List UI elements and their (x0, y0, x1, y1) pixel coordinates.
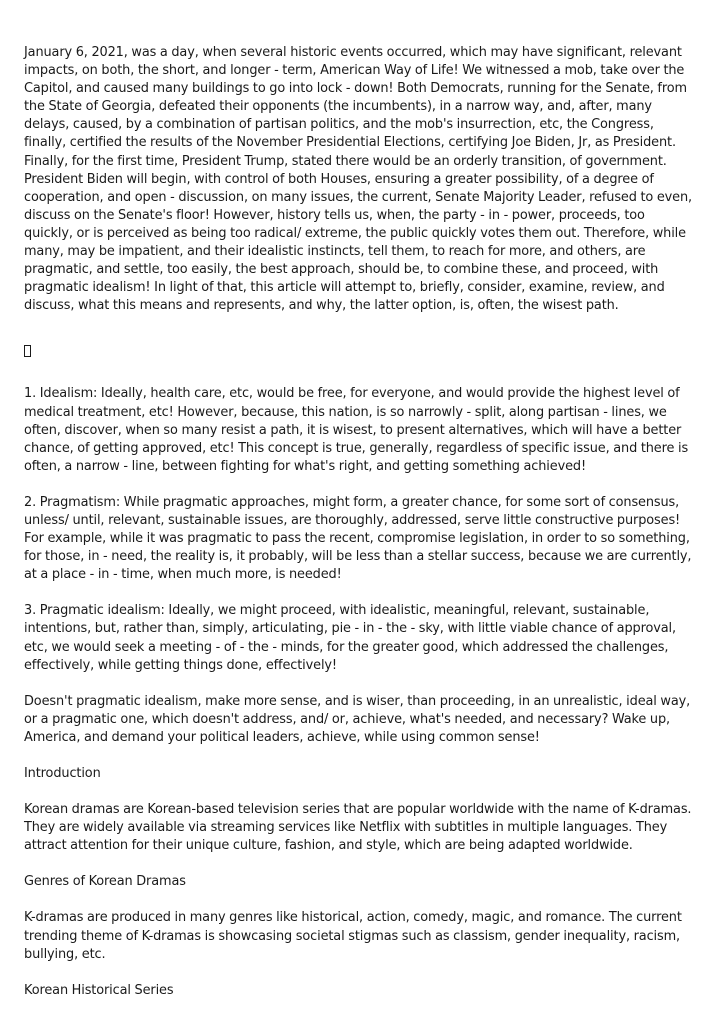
heading-genres: Genres of Korean Dramas (24, 874, 186, 890)
paragraph-intro: January 6, 2021, was a day, when several historic events occurred, which may have significant, relevant impacts, on both, the short, and longer - term, American Way of Life! We witnessed a mob, take over the Capitol, and caused many buildings to go into lock - down! Both Democrats, running for the Senate, from the State of Georgia, defeated their opponents (the incumbents), in a narrow way, and, after, many delays, caused, by a combination of partisan politics, and the mob's insurrection, etc, the Congress, finally, certified the results of the November Presidential Elections, certifying Joe Biden, Jr, as President. Finally, for the first time, President Trump, stated there would be an orderly transition, of government. President Biden will begin, with control of both Houses, ensuring a greater possibility, of a degree of cooperation, and open - discussion, on many issues, the current, Senate Majority Leader, refused to even, discuss on the Senate's floor! However, history tells us, when, the party - in - power, proceeds, too quickly, or is perceived as being too radical/ extreme, the public quickly votes them out. Therefore, while many, may be impatient, and their idealistic instincts, tell them, to reach for more, and others, are pragmatic, and settle, too easily, the best approach, should be, to combine these, and proceed, with pragmatic idealism! In light of that, this article will attempt to, briefly, consider, examine, review, and discuss, what this means and represents, and why, the latter option, is, often, the wisest path. (24, 45, 692, 314)
paragraph-pragmatic-idealism: 3. Pragmatic idealism: Ideally, we might proceed, with idealistic, meaningful, relevant, sustainable, intentions, but, rather than, simply, articulating, pie - in - the - sky, with little viable chance of approval, etc, we would seek a meeting - of - the - minds, for the greater good, which addressed the challenges, effectively, while getting things done, effectively! (24, 603, 676, 673)
paragraph-pragmatism: 2. Pragmatism: While pragmatic approaches, might form, a greater chance, for some sort of consensus, unless/ until, relevant, sustainable issues, are thoroughly, addressed, serve little constructive purposes! For example, while it was pragmatic to pass the recent, compromise legislation, in order to so something, for those, in - need, the reality is, it probably, will be less than a stellar success, because we are currently, at a place - in - time, when much more, is needed! (24, 494, 692, 583)
paragraph-idealism: 1. Idealism: Ideally, health care, etc, would be free, for everyone, and would provide the highest level of medical treatment, etc! However, because, this nation, is so narrowly - split, along partisan - lines, we often, discover, when so many resist a path, it is wisest, to present alternatives, which will have a better chance, of getting approved, etc! This concept is true, generally, regardless of specific issue, and there is often, a narrow - line, between fighting for what's right, and getting something achieved! (24, 386, 689, 474)
missing-glyph-icon (24, 340, 696, 358)
article-body (24, 44, 696, 1000)
heading-introduction: Introduction (24, 766, 101, 781)
paragraph-korean-dramas: Korean dramas are Korean-based television series that are popular worldwide with the name of K-dramas. They are widely available via streaming services like Netflix with subtitles in multiple languages. They attract attention for their unique culture, fashion, and style, which are being adapted worldwide. (24, 802, 692, 854)
paragraph-conclusion: Doesn't pragmatic idealism, make more sense, and is wiser, than proceeding, in an unrealistic, ideal way, or a pragmatic one, which doesn't address, and/ or, achieve, what's needed, and necessary? Wake up, America, and demand your political leaders, achieve, while using common sense! (24, 693, 691, 745)
heading-historical-series: Korean Historical Series (24, 982, 174, 998)
paragraph-genres: K-dramas are produced in many genres like historical, action, comedy, magic, and romance. The current trending theme of K-dramas is showcasing societal stigmas such as classism, gender inequality, racism, bullying, etc. (24, 910, 682, 962)
